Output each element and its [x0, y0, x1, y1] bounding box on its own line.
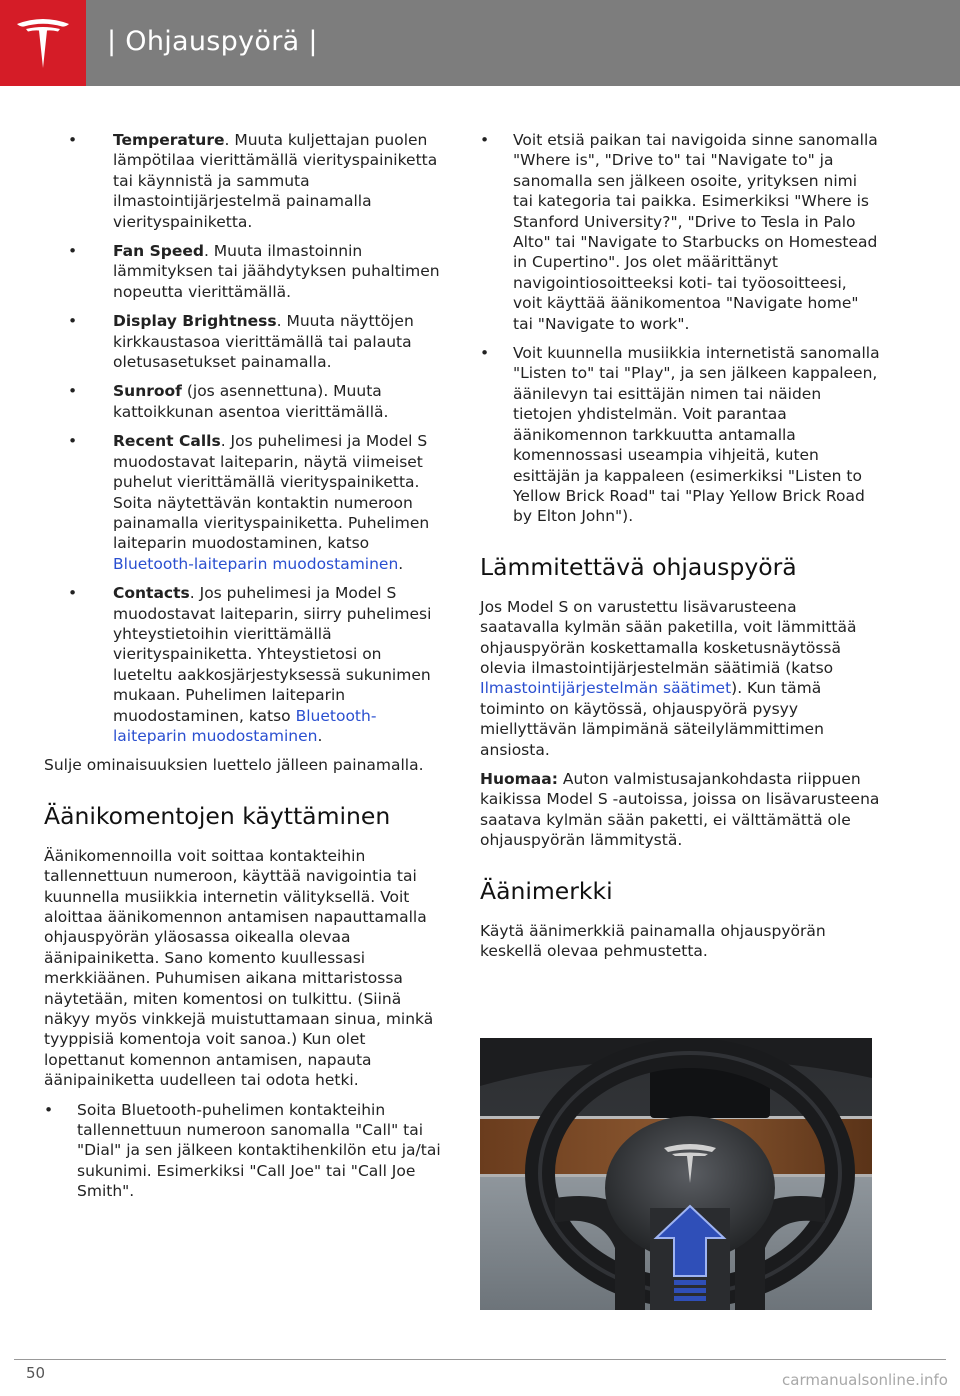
heated-wheel-heading: Lämmitettävä ohjauspyörä: [480, 552, 797, 581]
bluetooth-pairing-link[interactable]: Bluetooth-laiteparin muodostaminen: [113, 706, 377, 745]
note-text: Auton valmistusajankohdasta riippuen kaikissa Model S -autoissa, joissa on lisävarusteena saatava kylmän sään paketti, ei välttämättä ole ohjauspyörän lämmitystä.: [480, 769, 880, 850]
term-fan-speed: Fan Speed: [113, 242, 204, 261]
list-item: • Voit etsiä paikan tai navigoida sinne sanomalla "Where is", "Drive to" tai "Navigate to" ja sanomalla sen jälkeen osoite, yrityksen nimi tai kategoria tai paikka. Esimerkiksi "Where is Stanford University?", "Drive to Tesla in Palo Alto" tai "Navigate to Starbucks on Homestead in Cupertino". Jos olet määrittänyt navigointiosoitteeksi koti- tai työosoitteesi, voit käyttää äänikomentoa "Navigate home" tai "Navigate to work".: [480, 130, 880, 334]
voice-intro-paragraph: Äänikomennoilla voit soittaa kontakteihin tallennettuun numeroon, käyttää navigointia tai kuunnella musiikkia internetin välityksellä. Voit aloittaa äänikomennon antamisen napauttamalla ohjauspyörän yläosassa oikealla olevaa äänipainiketta. Sano komento kuullessasi merkkiäänen. Puhumisen aikana mittaristossa näytetään, miten komentosi on tulkittu. (Siinä näkyy myös vinkkejä muistuttamaan sinua, minkä tyyppisiä komentoja voit sanoa.) Kun olet lopettanut komennon antamisen, napauta äänipainiketta uudelleen tai odota hetki.: [44, 846, 434, 1090]
item-text: . Muuta näyttöjen kirkkaustasoa vierittämällä tai palauta oletusasetukset painamalla.: [113, 312, 414, 372]
note-paragraph: [480, 769, 880, 851]
list-item: • Soita Bluetooth-puhelimen kontakteihin tallennettuun numeroon sanomalla "Call" tai "Dial" ja sen jälkeen kontaktihenkilön etu ja/tai sukunimi. Esimerkiksi "Call Joe" tai "Call Joe Smith".: [44, 1100, 442, 1202]
heated-wheel-paragraph: [480, 597, 880, 760]
left-column: [44, 130, 442, 1211]
list-item: [44, 381, 442, 422]
page-title: | Ohjauspyörä |: [107, 26, 318, 57]
steering-wheel-photo: [480, 1038, 872, 1310]
voice-command-list: [44, 1100, 442, 1202]
page-header: [0, 0, 960, 86]
list-item: [44, 583, 442, 746]
note-label: Huomaa:: [480, 769, 558, 788]
item-text: . Jos puhelimesi ja Model S muodostavat laiteparin, siirry puhelimesi yhteystietoihin vierittämällä vierityspainiketta. Yhteystietosi on lueteltu aakkosjärjestyksessä sukunimen mukaan. Puhelimen laiteparin muodostaminen, katso: [113, 584, 432, 725]
horn-heading: Äänimerkki: [480, 876, 613, 905]
watermark: carmanualsonline.info: [782, 1371, 948, 1389]
term-contacts: Contacts: [113, 584, 190, 603]
list-item: [44, 241, 442, 302]
list-item: [44, 311, 442, 372]
page-number: 50: [26, 1364, 46, 1382]
term-sunroof: Sunroof: [113, 382, 182, 401]
voice-commands-heading: Äänikomentojen käyttäminen: [44, 801, 391, 830]
term-temperature: Temperature: [113, 131, 225, 149]
heated-text-after: ). Kun tämä toiminto on käytössä, ohjauspyörä pysyy miellyttävän lämpimänä säteilylämmittimen ansiosta.: [480, 679, 824, 759]
right-column: [480, 130, 880, 970]
item-text: . Jos puhelimesi ja Model S muodostavat laiteparin, näytä viimeiset puhelut vierittämällä vierityspainiketta. Soita näytettävän kontaktin numeroon painamalla vierityspainiketta. Puhelimen laiteparin muodostaminen, katso: [113, 432, 430, 553]
item-tail: .: [398, 554, 404, 573]
term-display-brightness: Display Brightness: [113, 312, 277, 331]
feature-list: [44, 130, 442, 746]
item-text: . Muuta kuljettajan puolen lämpötilaa vierittämällä vierityspainiketta tai käynnistä ja sammuta ilmastointijärjestelmä painamalla vierityspainiketta.: [113, 131, 438, 231]
list-item: • Voit kuunnella musiikkia internetistä sanomalla "Listen to" tai "Play", ja sen jälkeen kappaleen, äänilevyn tai esittäjän nimen tai näiden tietojen yhdistelmän. Voit parantaa äänikomennon tarkkuutta antamalla komennossasi useampia vihjeitä, kuten esittäjän ja kappaleen (esimerkiksi "Listen to Yellow Brick Road" tai "Play Yellow Brick Road by Elton John").: [480, 343, 880, 527]
footer-rule: [14, 1359, 946, 1360]
item-text: . Muuta ilmastoinnin lämmityksen tai jäähdytyksen puhaltimen nopeutta vierittämällä.: [113, 242, 440, 301]
tesla-logo-icon: [14, 16, 72, 72]
item-tail: .: [317, 726, 323, 745]
term-recent-calls: Recent Calls: [113, 432, 221, 451]
list-item: [44, 130, 442, 232]
voice-command-list-continued: [480, 130, 880, 527]
list-item: [44, 431, 442, 574]
close-paragraph: Sulje ominaisuuksien luettelo jälleen painamalla.: [44, 756, 424, 775]
heated-text-before: Jos Model S on varustettu lisävarusteena saatavalla kylmän sään paketilla, voit lämmittää ohjauspyörän koskettamalla kosketusnäytössä olevia ilmastointijärjestelmän säätimiä (katso: [480, 597, 857, 677]
bluetooth-pairing-link[interactable]: Bluetooth-laiteparin muodostaminen: [113, 554, 399, 573]
item-text: (jos asennettuna). Muuta kattoikkunan asentoa vierittämällä.: [113, 382, 389, 421]
tesla-logo: [0, 0, 86, 86]
climate-controls-link[interactable]: Ilmastointijärjestelmän säätimet: [480, 679, 732, 698]
horn-paragraph: Käytä äänimerkkiä painamalla ohjauspyörän keskellä olevaa pehmustetta.: [480, 921, 826, 960]
